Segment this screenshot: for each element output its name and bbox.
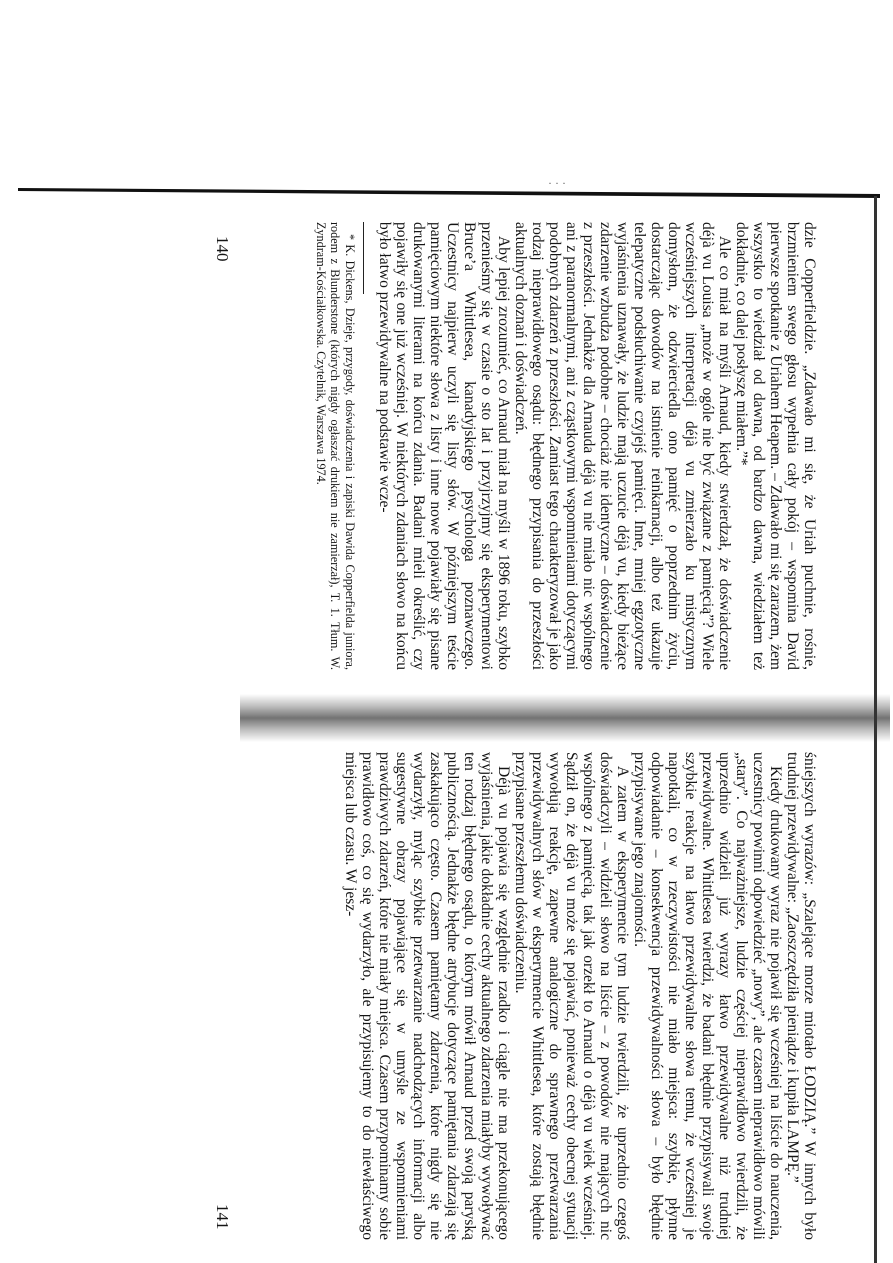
scan-mark: · · · bbox=[548, 176, 566, 190]
page-number-right: 141 bbox=[213, 1204, 232, 1230]
right-paragraph-4: Déjà vu pojawia się względnie rzadko i ciągle nie ma przekonującego wyjaśnienia, jakie dokładnie cechy aktualnego zdarzenia miałyby wywoływać ten rodzaj błędnego osądu, o którym mówił Arnaud przed swoją paryską publicznością. Jednakże błędne atrybucje dotyczące pamiętania zdarzają się zaskakująco często. Czasem pamiętamy zdarzenia, które nigdy się nie wydarzyły, myląc szybkie przetwarzanie nadchodzących informacji albo sugestywne obrazy pojawiające się w umyśle ze wspomnieniami prawdziwych zdarzeń, które nie miały miejsca. Czasem przypominamy sobie prawidłowo coś, co się wydarzyło, ale przypisujemy to do niewłaściwego miejsca lub czasu. W jesz- bbox=[342, 752, 512, 1240]
footnote-text: * K. Dickens, Dzieje, przygody, doświadczenia i zapiski Dawida Copperfielda juniora, rodem z Blunderstone (których nigdy ogłaszać drukiem nie zamierzał), T. 1. Tłum. W. Zyndram-Kościałkowska. Czytelnik, Warszawa 1974. bbox=[314, 222, 357, 670]
right-page bbox=[206, 752, 818, 1240]
right-paragraph-3: A zatem w eksperymencie tym ludzie twierdzili, że uprzednio czegoś doświadczyli – widzieli słowo na liście – z powodów nie mających nic wspólnego z pamięcią, tak jak orzekł to Arnaud o déjà vu wiek wcześniej. Sądził on, że déjà vu może się pojawiać, ponieważ cechy obecnej sytuacji wywołują reakcję, zapewne analogiczne do sprawnego przetwarzania przewidywalnych słów w eksperymencie Whittlesea, które zostają błędnie przypisane przeszłemu doświadczeniu. bbox=[512, 752, 631, 1240]
scan-edge-line bbox=[18, 186, 880, 202]
left-paragraph-2: Ale co miał na myśli Arnaud, kiedy stwierdzał, że doświadczenie déjà vu Louisa „może w ogóle nie być związane z pamięcią”? Wiele wcześniejszych interpretacji déjà vu zmierzało ku mistycznym domysłom, że odzwierciedla ono pamięć o poprzednim życiu, dostarczając dowodów na istnienie reinkarnacji, albo też ukazuje telepatyczne podsłuchiwanie czyjejś pamięci. Inne, mniej egzotyczne wyjaśnienia uznawały, że ludzie mają uczucie déjà vu, kiedy bieżące zdarzenie wzbudza podobne – chociaż nie identyczne – doświadczenie z przeszłości. Jednakże dla Arnauda déjà vu nie miało nic wspólnego ani z paranormalnymi, ani z cząstkowymi wspomnieniami dotyczącymi podobnych zdarzeń z przeszłości. Zamiast tego charakteryzował je jako rodzaj nieprawidłowego osądu: błędnego przypisania do przeszłości aktualnych doznań i doświadczeń. bbox=[512, 222, 733, 670]
right-paragraph-1: śniejszych wyrazów: „Szalejące morze miotało ŁODZIĄ.” W innych było trudniej przewidywalne: „Zaoszczędziła pieniądze i kupiła LAMPĘ.” bbox=[784, 752, 818, 1240]
left-page-body bbox=[376, 222, 818, 670]
left-page bbox=[206, 222, 818, 670]
page-number-left: 140 bbox=[213, 236, 232, 262]
left-paragraph-3: Aby lepiej zrozumieć, co Arnaud miał na myśli w 1896 roku, szybko przenieśmy się w czasie o sto lat i przyjrzyjmy się eksperymentowi Bruce’a Whittlesea, kanadyjskiego psychologa poznawczego. Uczestnicy najpierw uczyli się listy słów. W późniejszym teście pamięciowym niektóre słowa z listy i inne nowe pojawiały się pisane drukowanymi literami na końcu zdania. Badani mieli określić, czy pojawiły się one już wcześniej. W niektórych zdaniach słowo na końcu było łatwo przewidywalne na podstawie wcze- bbox=[376, 222, 512, 670]
book-spine-shadow bbox=[240, 694, 890, 742]
footnote-divider bbox=[363, 222, 364, 294]
scan-right-edge bbox=[874, 196, 877, 1263]
right-paragraph-2: Kiedy drukowany wyraz nie pojawił się wcześniej na liście do nauczenia, uczestnicy powinni odpowiedzieć „nowy”, ale czasem nieprawidłowo mówili „stary”. Co najważniejsze, ludzie częściej nieprawidłowo twierdzili, że uprzednio widzieli już wyrazy łatwo przewidywalne niż trudniej przewidywalne. Whittlesea twierdzi, że badani błędnie przypisywali swoje szybkie reakcje na łatwo przewidywalne słowa temu, że wcześniej je napotkali, co w rzeczywistości nie miało miejsca: szybkie, płynne odpowiadanie – konsekwencja przewidywalności słowa – było błędnie przypisywane jego znajomości. bbox=[631, 752, 784, 1240]
footnote bbox=[314, 222, 358, 670]
left-paragraph-1: dzie Copperfieldzie. „Zdawało mi się, że Uriah puchnie, rośnie, brzmieniem swego głosu wypełnia cały pokój – wspomina David pierwsze spotkanie z Uriahem Heapem. – Zdawało mi się zarazem, żem wszystko to wiedział od dawna, od bardzo dawna, wiedziałem też dokładnie, co dalej posłyszę miałem.”* bbox=[733, 222, 818, 670]
right-page-body bbox=[342, 752, 818, 1240]
